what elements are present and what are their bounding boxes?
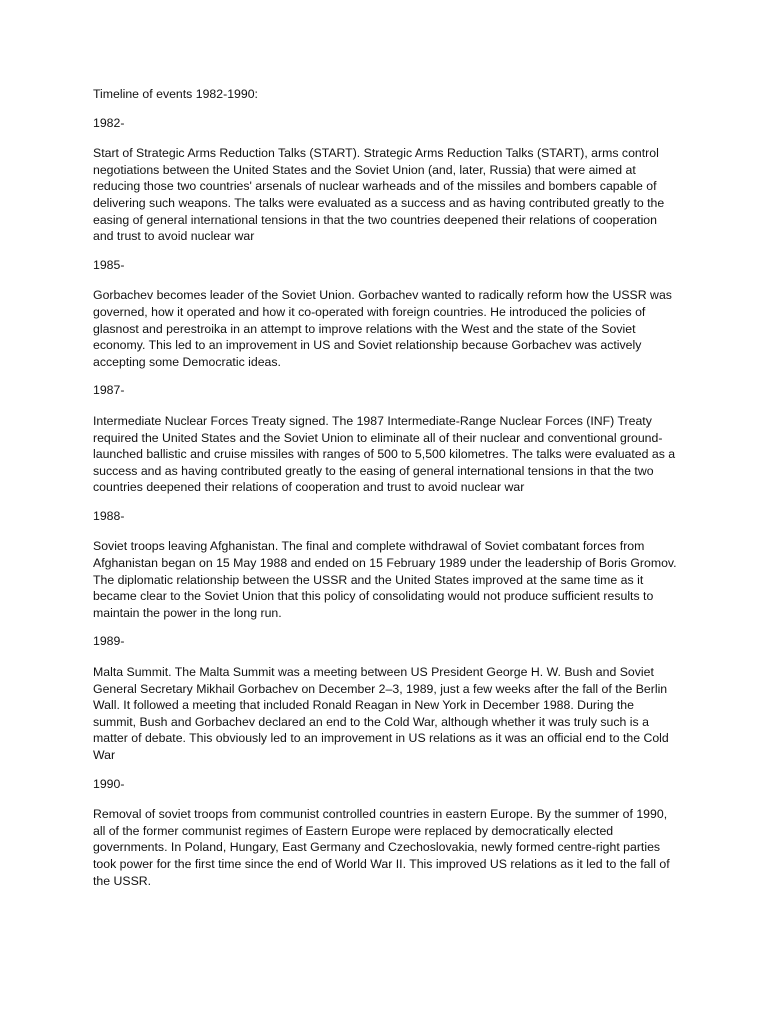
entry-text: Soviet troops leaving Afghanistan. The final and complete withdrawal of Soviet combatant forces from Afghanistan began on 15 May 1988 and ended on 15 February 1989 under the leadership of Boris Gromov. The diplomatic relationship between the USSR and the United States improved at the same time as it became clear to the Soviet Union that this policy of consolidating would not produce sufficient results to maintain the power in the long run.	[93, 539, 677, 620]
entry-text: Gorbachev becomes leader of the Soviet Union. Gorbachev wanted to radically reform how the USSR was governed, how it operated and how it co-operated with foreign countries. He introduced the policies of glasnost and perestroika in an attempt to improve relations with the West and the state of the Soviet economy. This led to an improvement in US and Soviet relationship because Gorbachev was actively accepting some Democratic ideas.	[93, 288, 672, 369]
timeline-entry-1985	[93, 257, 678, 371]
entry-text: Removal of soviet troops from communist controlled countries in eastern Europe. By the summer of 1990, all of the former communist regimes of Eastern Europe were replaced by democratically elected governments. In Poland, Hungary, East Germany and Czechoslovakia, newly formed centre-right parties took power for the first time since the end of World War II. This improved US relations as it led to the fall of the USSR.	[93, 807, 670, 888]
entry-text: Intermediate Nuclear Forces Treaty signed. The 1987 Intermediate-Range Nuclear Forces (INF) Treaty required the United States and the Soviet Union to eliminate all of their nuclear and conventional ground-launched ballistic and cruise missiles with ranges of 500 to 5,500 kilometres. The talks were evaluated as a success and as having contributed greatly to the easing of general international tensions in that the two countries deepened their relations of cooperation and trust to avoid nuclear war	[93, 413, 676, 495]
timeline-entry-1990	[93, 776, 678, 890]
entry-year: 1987-	[93, 383, 125, 398]
entry-year: 1988-	[93, 508, 125, 523]
entry-year: 1989-	[93, 634, 125, 649]
timeline-entry-1988	[93, 508, 678, 622]
timeline-entry-1989	[93, 633, 678, 763]
timeline-entry-1987	[93, 382, 678, 496]
document-body	[93, 86, 678, 901]
document-title: Timeline of events 1982-1990:	[93, 87, 258, 101]
timeline-entry-1982	[93, 115, 678, 245]
entry-text: Start of Strategic Arms Reduction Talks (START). Strategic Arms Reduction Talks (START), arms control negotiations between the United States and the Soviet Union (and, later, Russia) that were aimed at reducing those two countries' arsenals of nuclear warheads and of the missiles and bombers capable of delivering such weapons. The talks were evaluated as a success and as having contributed greatly to the easing of general international tensions in that the two countries deepened their relations of cooperation and trust to avoid nuclear war	[93, 146, 665, 244]
entry-year: 1982-	[93, 115, 125, 130]
entry-text: Malta Summit. The Malta Summit was a meeting between US President George H. W. Bush and Soviet General Secretary Mikhail Gorbachev on December 2–3, 1989, just a few weeks after the fall of the Berlin Wall. It followed a meeting that included Ronald Reagan in New York in December 1988. During the summit, Bush and Gorbachev declared an end to the Cold War, although whether it was truly such is a matter of debate. This obviously led to an improvement in US relations as it was an official end to the Cold War	[93, 665, 669, 762]
entry-year: 1990-	[93, 776, 125, 791]
entry-year: 1985-	[93, 257, 125, 272]
